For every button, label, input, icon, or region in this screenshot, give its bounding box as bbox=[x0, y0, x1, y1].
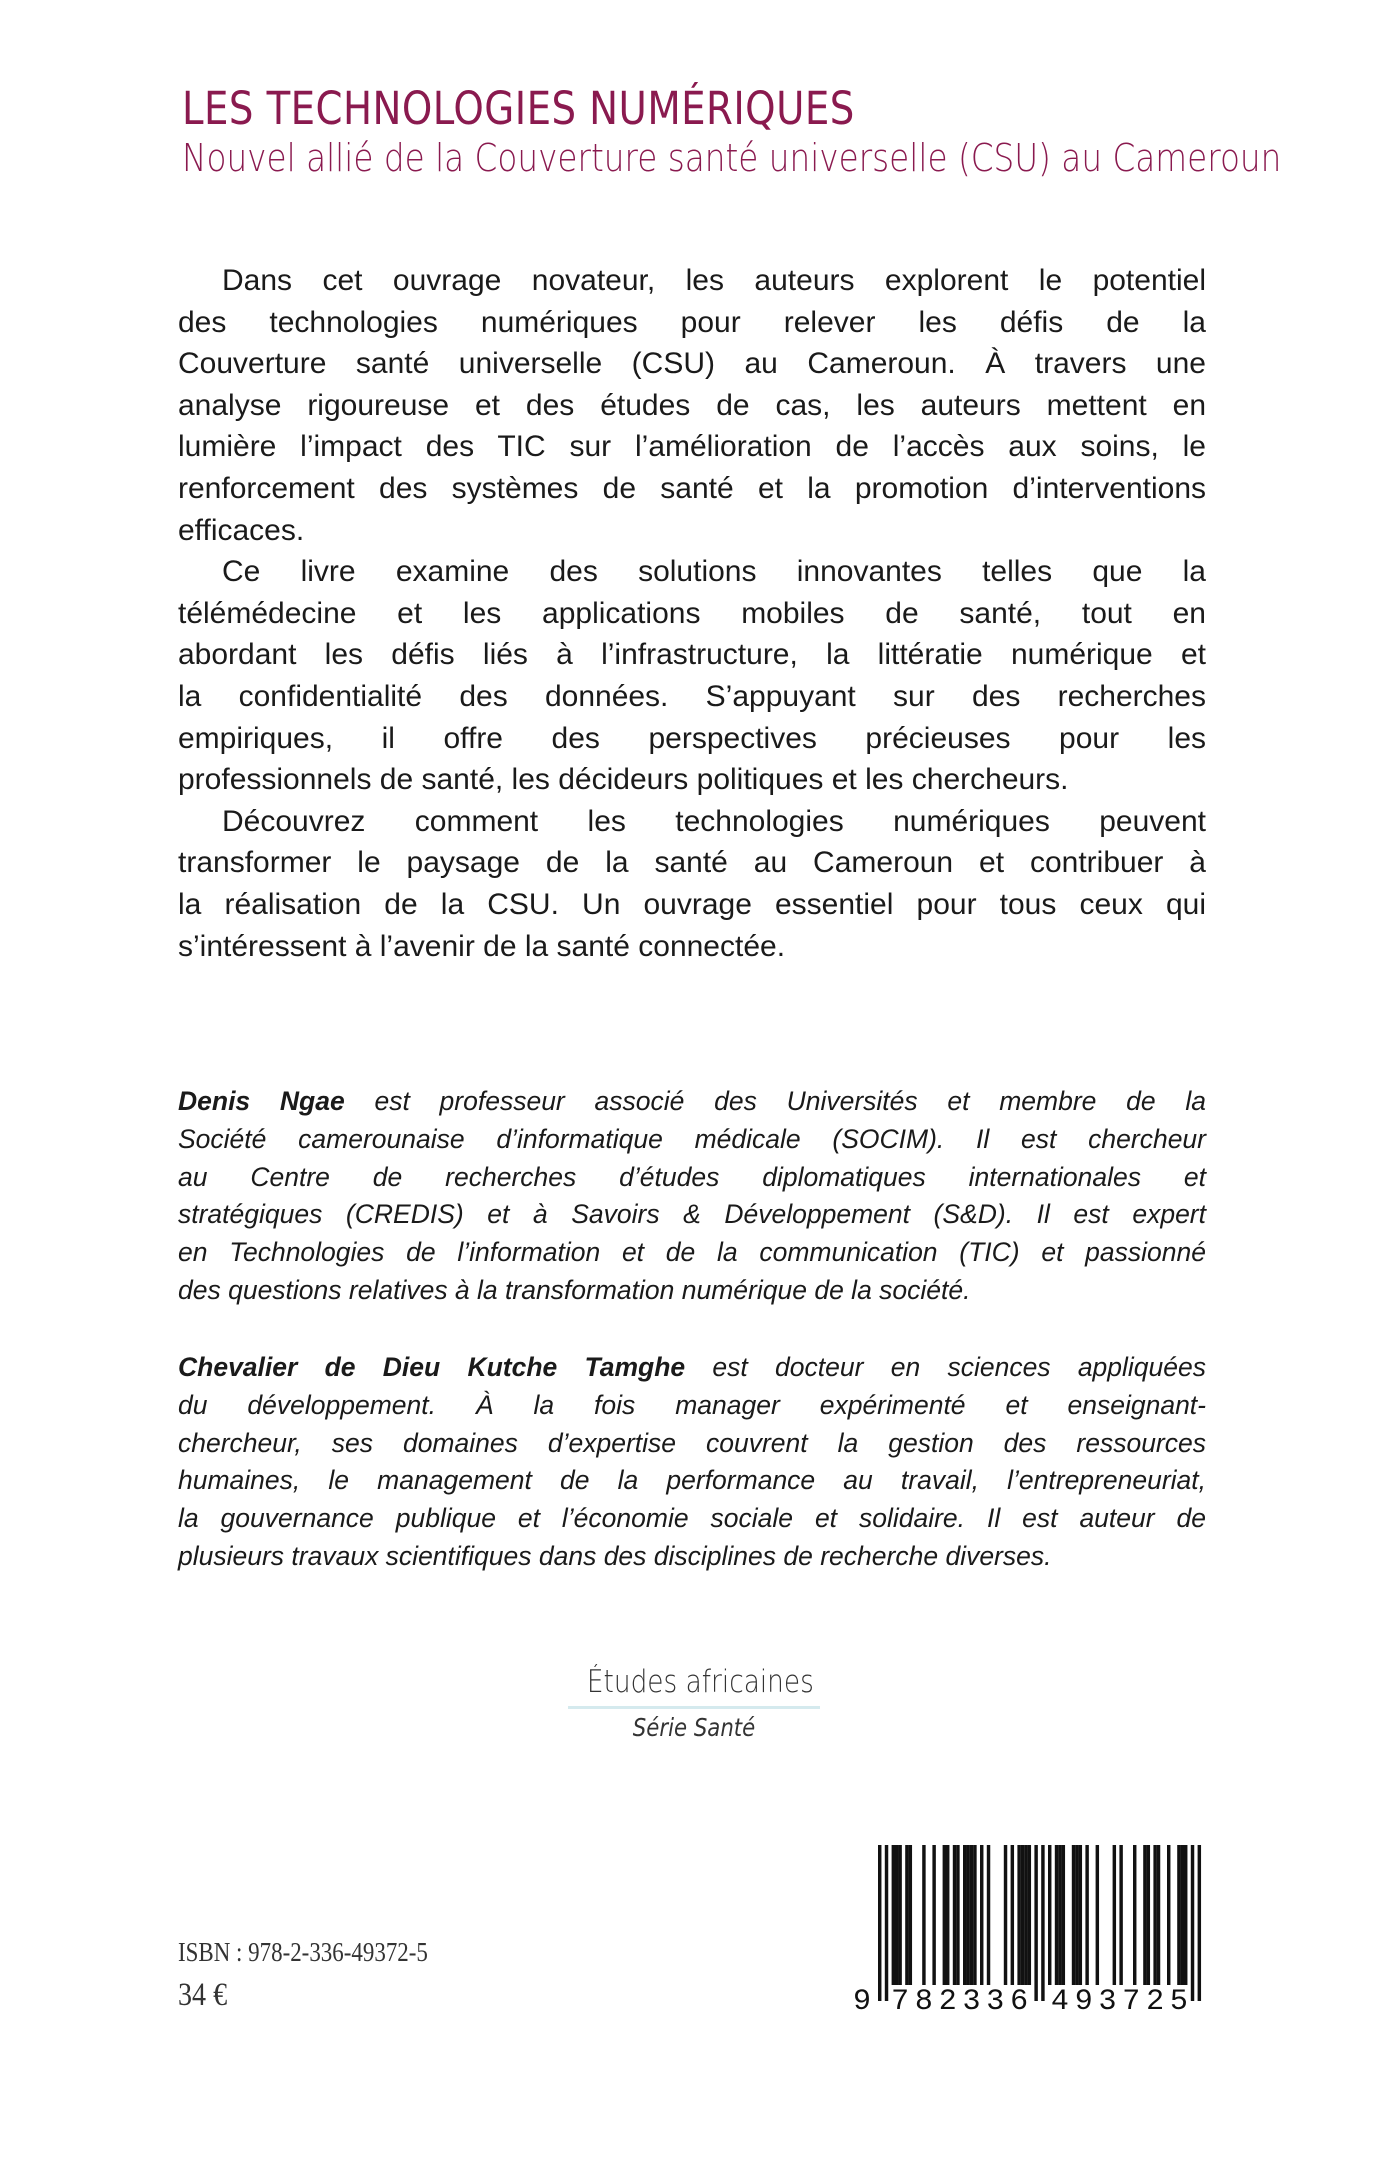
bio-line: au Centre de recherches d’études diplomatiques internationales et bbox=[178, 1161, 1206, 1192]
barcode-bar bbox=[1048, 1845, 1051, 1985]
bio-line: plusieurs travaux scientifiques dans des disciplines de recherche diverses. bbox=[178, 1540, 1052, 1571]
series-divider bbox=[568, 1706, 820, 1709]
bio-text: est docteur en sciences appliquées bbox=[685, 1352, 1207, 1382]
author-name: Chevalier de Dieu Kutche Tamghe bbox=[178, 1352, 686, 1382]
isbn: ISBN : 978-2-336-49372-5 bbox=[178, 1937, 428, 1967]
description-line: Dans cet ouvrage novateur, les auteurs explorent le potentiel bbox=[222, 264, 1206, 297]
barcode-bar bbox=[946, 1845, 949, 1985]
barcode-bar bbox=[1011, 1845, 1014, 1985]
description-line: Découvrez comment les technologies numériques peuvent bbox=[222, 804, 1206, 838]
series-subseries: Série Santé bbox=[632, 1713, 756, 1742]
barcode-bar bbox=[966, 1845, 969, 1985]
barcode-bar bbox=[1177, 1845, 1180, 1985]
description-line: Ce livre examine des solutions innovantes telles que la bbox=[222, 555, 1206, 589]
description-line: Couverture santé universelle (CSU) au Cameroun. À travers une bbox=[178, 347, 1206, 381]
barcode-bar bbox=[1028, 1845, 1031, 1985]
description-line: renforcement des systèmes de santé et la promotion d’interventions bbox=[178, 471, 1206, 505]
bio-line: Société camerounaise d’informatique médicale (SOCIM). Il est chercheur bbox=[178, 1123, 1206, 1154]
barcode-bar bbox=[1167, 1845, 1170, 1985]
barcode-bar bbox=[1153, 1845, 1156, 1985]
barcode-bar bbox=[963, 1845, 966, 1985]
barcode-bar bbox=[1181, 1845, 1184, 1985]
barcode-digit: 8 bbox=[914, 1985, 933, 2013]
barcode-bar bbox=[1062, 1845, 1065, 1985]
bio-line: en Technologies de l’information et de la communication (TIC) et passionné bbox=[178, 1237, 1206, 1268]
barcode-bar bbox=[895, 1845, 898, 1985]
bio-line bbox=[178, 1349, 1206, 1387]
barcode-bar bbox=[1024, 1845, 1027, 1985]
barcode-bar bbox=[956, 1845, 959, 1985]
series-name: Études africaines bbox=[586, 1664, 814, 1700]
barcode-bar bbox=[1034, 1845, 1037, 2001]
description-line: analyse rigoureuse et des études de cas, les auteurs mettent en bbox=[178, 388, 1206, 422]
bio-line: humaines, le management de la performance au travail, l’entrepreneuriat, bbox=[178, 1465, 1206, 1496]
description-line: télémédecine et les applications mobiles de santé, tout en bbox=[178, 596, 1206, 630]
barcode-bar bbox=[1075, 1845, 1078, 1985]
barcode-bar bbox=[953, 1845, 956, 1985]
book-title: LES TECHNOLOGIES NUMÉRIQUES bbox=[182, 82, 855, 135]
bio-line: la gouvernance publique et l’économie sociale et solidaire. Il est auteur de bbox=[178, 1503, 1206, 1534]
barcode-bar bbox=[905, 1845, 908, 1985]
barcode-bar bbox=[1072, 1845, 1075, 1985]
barcode-digit: 2 bbox=[1146, 1985, 1165, 2013]
barcode-bar bbox=[987, 1845, 990, 1985]
barcode-bar bbox=[1004, 1845, 1007, 1985]
barcode-digit: 7 bbox=[1122, 1985, 1141, 2013]
description-line: empiriques, il offre des perspectives précieuses pour les bbox=[178, 721, 1206, 755]
barcode-bar bbox=[1085, 1845, 1088, 1985]
barcode-bar bbox=[892, 1845, 895, 1985]
barcode-digit: 2 bbox=[938, 1985, 957, 2013]
description-line: transformer le paysage de la santé au Cameroun et contribuer à bbox=[178, 846, 1206, 880]
barcode-bar bbox=[1191, 1845, 1194, 2001]
price: 34 € bbox=[178, 1977, 228, 2013]
barcode-digit: 9 bbox=[852, 1985, 872, 2013]
bio-line: du développement. À la fois manager expérimenté et enseignant- bbox=[178, 1389, 1206, 1420]
barcode-bar bbox=[1198, 1845, 1201, 2001]
description-line: professionnels de santé, les décideurs politiques et les chercheurs. bbox=[178, 763, 1069, 797]
bio-line: chercheur, ses domaines d’expertise couvrent la gestion des ressources bbox=[178, 1427, 1206, 1458]
barcode-bar bbox=[1113, 1845, 1116, 1985]
barcode-bar bbox=[932, 1845, 935, 1985]
barcode-bar bbox=[878, 1845, 881, 2001]
barcode-bar bbox=[1041, 1845, 1044, 2001]
bio-text: est professeur associé des Universités et membre de la bbox=[344, 1086, 1206, 1116]
back-cover-description bbox=[178, 260, 1206, 967]
barcode-bar bbox=[970, 1845, 973, 1985]
bio-line: des questions relatives à la transformation numérique de la société. bbox=[178, 1274, 971, 1305]
book-subtitle: Nouvel allié de la Couverture santé universelle (CSU) au Cameroun bbox=[182, 136, 1282, 180]
barcode-bar bbox=[909, 1845, 912, 1985]
barcode-bar bbox=[1119, 1845, 1122, 1985]
barcode-bar bbox=[1079, 1845, 1082, 1985]
description-line: la confidentialité des données. S’appuyant sur des recherches bbox=[178, 679, 1206, 713]
series-block bbox=[568, 1664, 820, 1742]
barcode-bar bbox=[1021, 1845, 1024, 1985]
barcode-bar bbox=[973, 1845, 976, 1985]
bio-line: stratégiques (CREDIS) et à Savoirs & Développement (S&D). Il est expert bbox=[178, 1199, 1206, 1230]
author-bio-chevalier-kutche-tamghe bbox=[178, 1349, 1206, 1576]
description-line: des technologies numériques pour relever les défis de la bbox=[178, 305, 1206, 339]
barcode-bar bbox=[898, 1845, 901, 1985]
author-name: Denis Ngae bbox=[178, 1086, 345, 1116]
ean13-barcode bbox=[850, 1843, 1210, 2013]
description-line: lumière l’impact des TIC sur l’amélioration de l’accès aux soins, le bbox=[178, 430, 1206, 464]
barcode-bar bbox=[885, 1845, 888, 2001]
barcode-bar bbox=[1157, 1845, 1160, 1985]
barcode-bar bbox=[1055, 1845, 1058, 1985]
barcode-bar bbox=[1133, 1845, 1136, 1985]
barcode-digit: 4 bbox=[1050, 1985, 1069, 2013]
barcode-digit: 7 bbox=[891, 1985, 910, 2013]
barcode-digit: 3 bbox=[1098, 1985, 1117, 2013]
author-bio-denis-ngae bbox=[178, 1083, 1206, 1310]
barcode-bar bbox=[1184, 1845, 1187, 1985]
barcode-bar bbox=[1143, 1845, 1146, 1985]
barcode-bar bbox=[980, 1845, 983, 1985]
description-line: s’intéressent à l’avenir de la santé connectée. bbox=[178, 929, 786, 963]
barcode-digit: 3 bbox=[962, 1985, 981, 2013]
description-line: abordant les défis liés à l’infrastructure, la littératie numérique et bbox=[178, 638, 1206, 672]
barcode-digit: 5 bbox=[1169, 1985, 1188, 2013]
description-line: la réalisation de la CSU. Un ouvrage essentiel pour tous ceux qui bbox=[178, 887, 1206, 921]
barcode-bar bbox=[1058, 1845, 1061, 1985]
barcode-bar bbox=[1017, 1845, 1020, 1985]
description-line: efficaces. bbox=[178, 513, 305, 547]
bio-line bbox=[178, 1083, 1206, 1121]
barcode-bar bbox=[1096, 1845, 1099, 1985]
barcode-digit: 9 bbox=[1074, 1985, 1093, 2013]
barcode-digit: 6 bbox=[1010, 1985, 1029, 2013]
barcode-bar bbox=[943, 1845, 946, 1985]
barcode-digit: 3 bbox=[986, 1985, 1005, 2013]
barcode-bar bbox=[922, 1845, 925, 1985]
barcode-bar bbox=[1147, 1845, 1150, 1985]
